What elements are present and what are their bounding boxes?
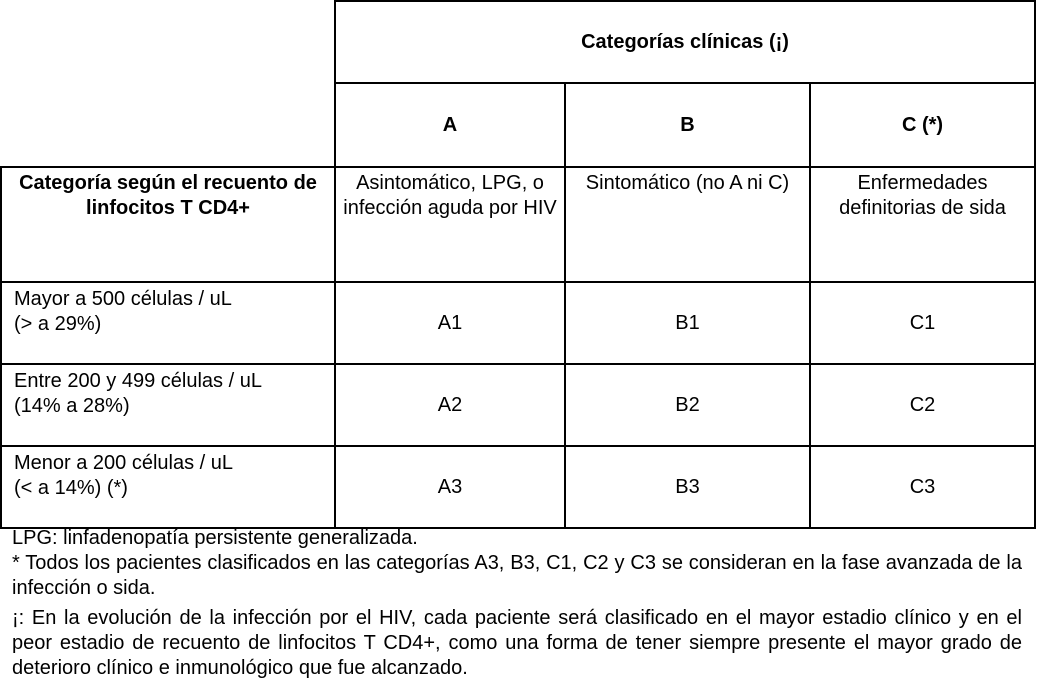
row-label-cell [1,364,335,446]
row-label-over-500: Mayor a 500 células / uL (> a 29%) [14,288,232,335]
cell-c3: C3 [810,446,1035,528]
column-description-a: Asintomático, LPG, o infección aguda por HIV [335,167,565,282]
row-label-cell [1,446,335,528]
cell-b3: B3 [565,446,810,528]
table-row [1,282,1035,364]
footnote-lpg: LPG: linfadenopatía persistente generalizada. [12,527,418,549]
row-label-200-499: Entre 200 y 499 células / uL (14% a 28%) [14,370,262,417]
cell-c2: C2 [810,364,1035,446]
empty-corner-cell [1,1,335,167]
row-label-cell [1,282,335,364]
footnote-inverted-exclamation: ¡: En la evolución de la infección por el HIV, cada paciente será clasificado en el mayor estadio clínico y en el peor estadio de recuento de linfocitos T CD4+, como una forma de tener siempre presente el mayor grado de deterioro clínico e inmunológico que fue alcanzado. [12,607,1022,679]
column-letter-b: B [565,83,810,167]
cell-a3: A3 [335,446,565,528]
row-label-under-200: Menor a 200 células / uL (< a 14%) (*) [14,452,234,499]
column-description-b: Sintomático (no A ni C) [565,167,810,282]
cell-a2: A2 [335,364,565,446]
table-row [1,446,1035,528]
column-description-c: Enfermedades definitorias de sida [810,167,1035,282]
cell-b1: B1 [565,282,810,364]
cell-c1: C1 [810,282,1035,364]
cell-a1: A1 [335,282,565,364]
cd4-category-row-header: Categoría según el recuento de linfocitos T CD4+ [1,167,335,282]
column-letter-c: C (*) [810,83,1035,167]
column-letter-a: A [335,83,565,167]
cell-b2: B2 [565,364,810,446]
table-row [1,364,1035,446]
footnote-asterisk: * Todos los pacientes clasificados en las categorías A3, B3, C1, C2 y C3 se consideran en la fase avanzada de la infección o sida. [12,552,1022,599]
table-footnotes [12,526,1022,681]
clinical-categories-header: Categorías clínicas (¡) [335,1,1035,83]
